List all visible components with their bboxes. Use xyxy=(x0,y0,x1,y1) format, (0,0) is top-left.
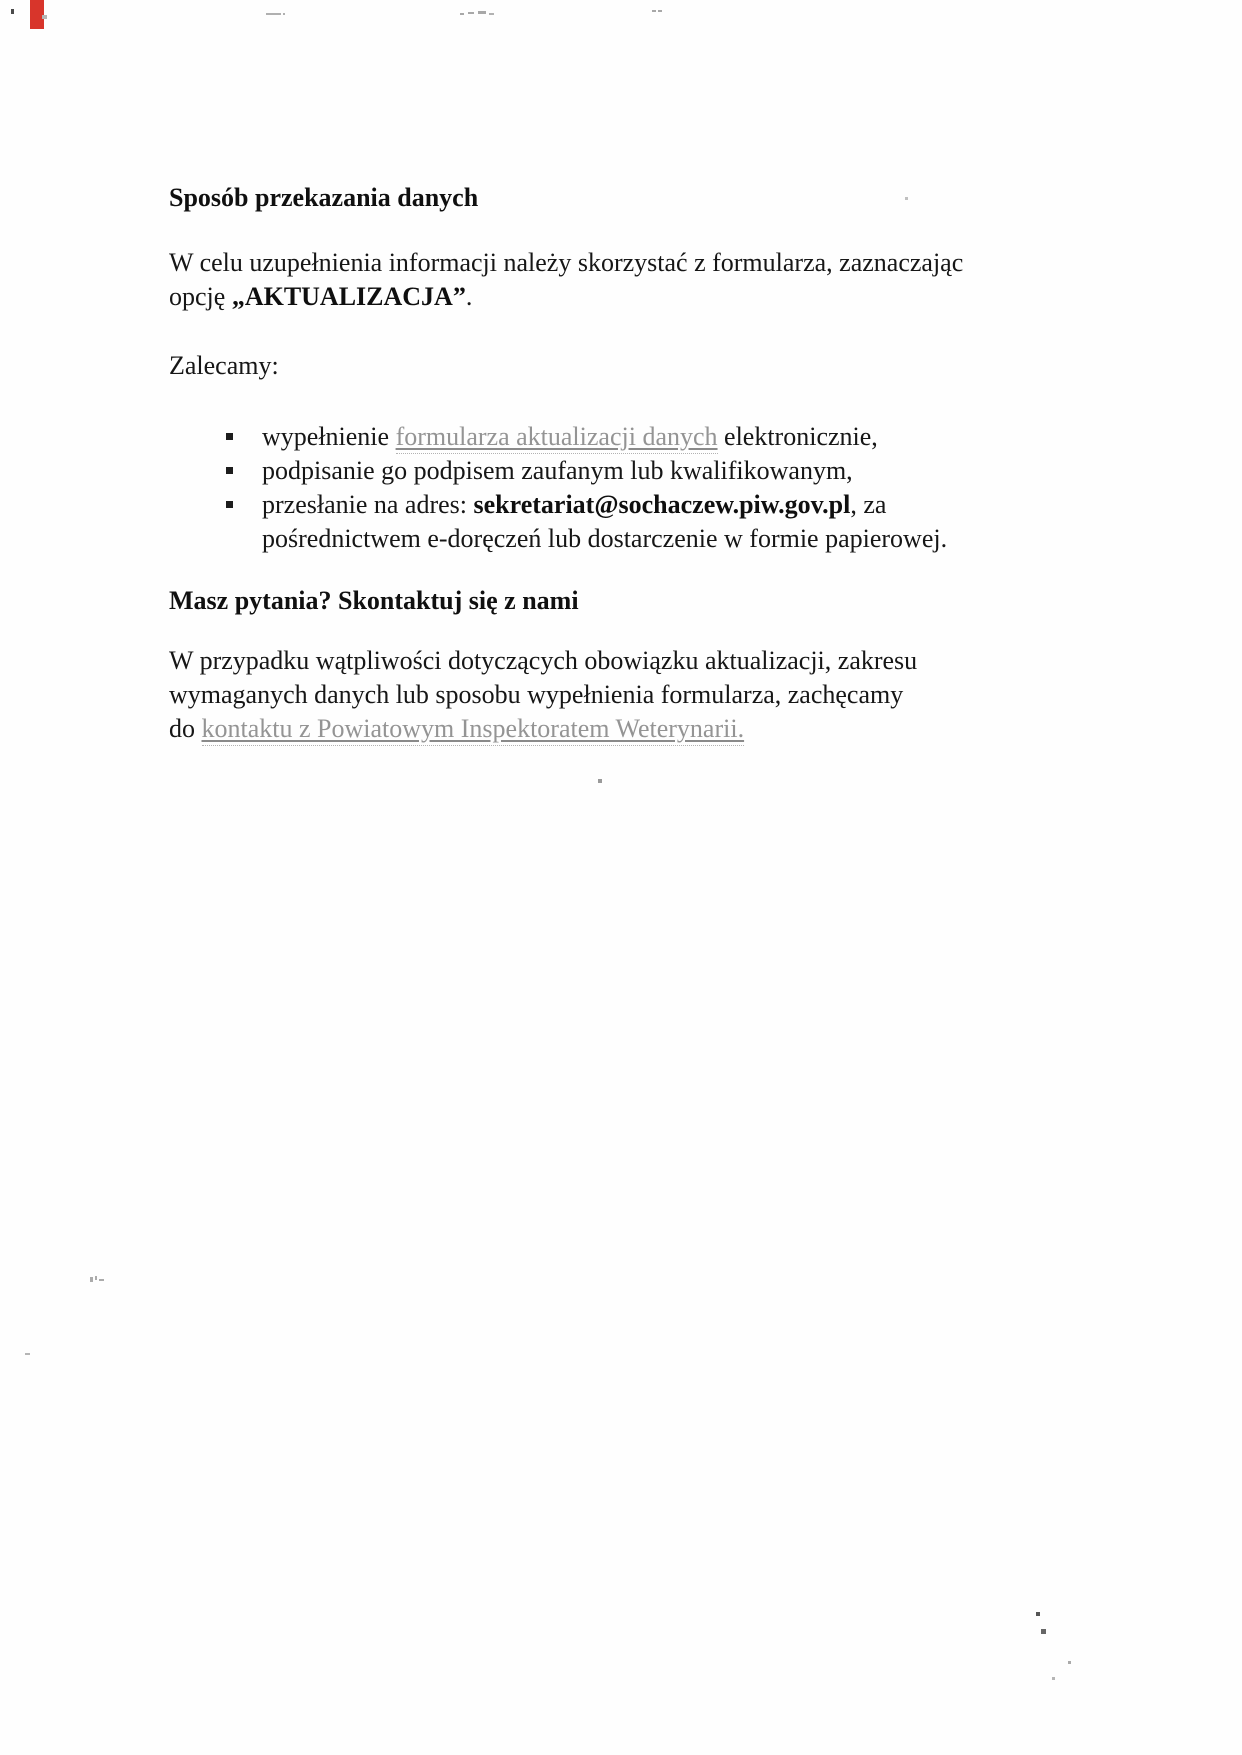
paragraph-line xyxy=(169,280,963,314)
scan-speck xyxy=(1036,1612,1040,1616)
scan-speck xyxy=(90,1277,93,1282)
contact-line1-text: W przypadku wątpliwości dotyczących obowiązku aktualizacji, zakresu xyxy=(169,646,918,675)
scan-speck xyxy=(468,12,474,14)
list-item-continuation xyxy=(169,522,1242,556)
zalecamy-label: Zalecamy: xyxy=(169,351,279,380)
scan-speck xyxy=(905,197,908,200)
contact-line3-prefix: do xyxy=(169,714,202,743)
list-item xyxy=(169,420,1242,454)
scan-speck xyxy=(25,1353,30,1355)
bullet-text xyxy=(262,420,878,454)
scan-speck xyxy=(489,13,494,15)
scan-speck xyxy=(460,13,464,15)
paragraph-contact xyxy=(169,644,917,746)
intro-line2-suffix: . xyxy=(465,282,473,311)
paragraph-line xyxy=(169,712,917,746)
bullet-text xyxy=(262,454,853,488)
scan-speck xyxy=(652,10,656,12)
recommendations-list xyxy=(0,420,1242,556)
form-update-link[interactable]: formularza aktualizacji danych xyxy=(396,422,718,454)
scan-speck xyxy=(266,13,281,15)
scan-speck xyxy=(95,1276,97,1280)
bullet3-continuation: pośrednictwem e-doręczeń lub dostarczenie w formie papierowej. xyxy=(262,524,948,553)
bullet1-post: elektronicznie, xyxy=(717,422,878,451)
bullet1-pre: wypełnienie xyxy=(262,422,396,451)
section-heading-contact: Masz pytania? Skontaktuj się z nami xyxy=(169,586,579,615)
scan-speck xyxy=(42,15,47,19)
scan-speck xyxy=(283,13,285,15)
paragraph-line xyxy=(169,246,963,280)
bullet2-text: podpisanie go podpisem zaufanym lub kwalifikowanym, xyxy=(262,456,853,485)
list-item xyxy=(169,488,1242,522)
aktualizacja-option-label: „AKTUALIZACJA” xyxy=(231,282,466,311)
list-item xyxy=(169,454,1242,488)
bullet3-post: , za xyxy=(850,490,887,519)
bullet-square-icon xyxy=(226,467,233,474)
scan-speck xyxy=(478,11,486,14)
scan-speck xyxy=(1068,1661,1071,1664)
scan-speck xyxy=(1052,1677,1055,1680)
intro-line1-text: W celu uzupełnienia informacji należy skorzystać z formularza, zaznaczając xyxy=(169,248,964,277)
bullet-square-icon xyxy=(226,501,233,508)
secretariat-email: sekretariat@sochaczew.piw.gov.pl xyxy=(473,490,851,519)
inspectorate-contact-link[interactable]: kontaktu z Powiatowym Inspektoratem Weterynarii. xyxy=(202,714,745,746)
scan-speck xyxy=(598,779,602,783)
paragraph-intro xyxy=(169,246,963,314)
bullet3-pre: przesłanie na adres: xyxy=(262,490,474,519)
bullet-text xyxy=(262,488,886,522)
intro-line2-prefix: opcję xyxy=(169,282,232,311)
scan-speck xyxy=(11,9,14,14)
scan-speck xyxy=(1041,1629,1046,1634)
scan-speck xyxy=(658,10,662,12)
paragraph-line xyxy=(169,678,917,712)
bullet-square-icon xyxy=(226,433,233,440)
paragraph-line xyxy=(169,644,917,678)
contact-line2-text: wymaganych danych lub sposobu wypełnienia formularza, zachęcamy xyxy=(169,680,904,709)
scan-speck xyxy=(99,1279,104,1281)
section-heading-sposob: Sposób przekazania danych xyxy=(169,183,479,212)
